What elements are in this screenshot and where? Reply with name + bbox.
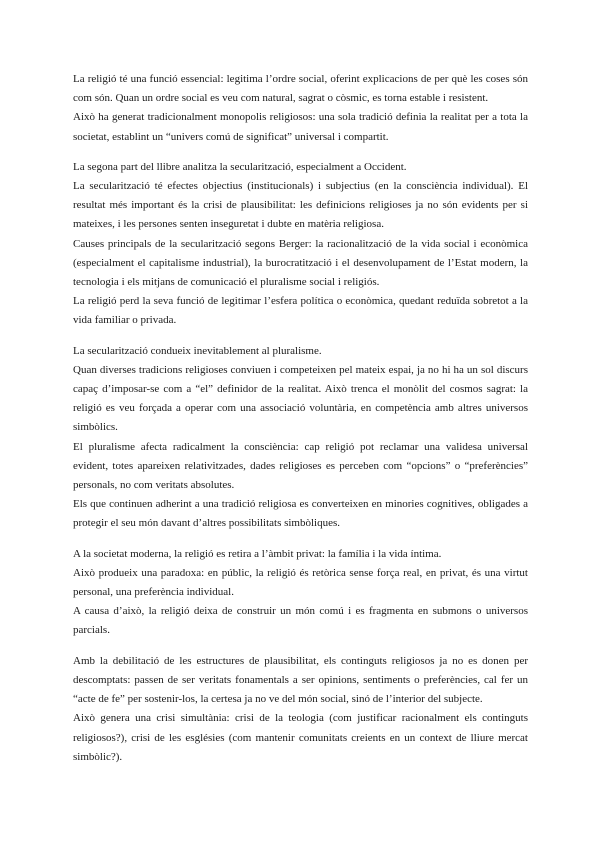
section-pluralism (73, 342, 528, 534)
paragraph: Això produeix una paradoxa: en públic, la religió és retòrica sense força real, en privat, és una virtut personal, una preferència individual. (73, 566, 528, 599)
paragraph: Això ha generat tradicionalment monopolis religiosos: una sola tradició definia la realitat per a tota la societat, establint un “univers comú de significat” universal i compartit. (73, 111, 528, 143)
paragraph: La religió perd la seva funció de legitimar l’esfera política o econòmica, quedant reduïda sobretot a la vida familiar o privada. (73, 295, 528, 327)
paragraph: A causa d’això, la religió deixa de construir un món comú i es fragmenta en submons o universos parcials. (73, 605, 528, 637)
paragraph: Quan diverses tradicions religioses conviuen i competeixen pel mateix espai, ja no hi ha un sol discurs capaç d’imposar-se com a “el” definidor de la realitat. Això trenca el monòlit del cosmos sagrat: la religió es veu forçada a operar com una associació voluntària, en competència amb altres universos simbòlics. (73, 363, 528, 434)
paragraph: La religió té una funció essencial: legitima l’ordre social, oferint explicacions de per què les coses són com són. Quan un ordre social es veu com natural, sagrat o còsmic, es torna estable i resistent. (73, 73, 528, 105)
paragraph: El pluralisme afecta radicalment la consciència: cap religió pot reclamar una validesa universal evident, totes apareixen relativitzades, dades religioses es perceben com “opcions” o “preferències” personals, no com veritats absolutes. (73, 440, 528, 492)
paragraph: La secularització té efectes objectius (institucionals) i subjectius (en la consciència individual). El resultat més important és la crisi de plausibilitat: les definicions religioses ja no són evidents per si mateixes, i les persones senten inseguretat i dubte en matèria religiosa. (73, 180, 528, 231)
paragraph: Els que continuen adherint a una tradició religiosa es converteixen en minories cognitives, obligades a protegir el seu món davant d’altres possibilitats simbòliques. (73, 498, 528, 530)
paragraph: A la societat moderna, la religió es retira a l’àmbit privat: la família i la vida íntima. (73, 547, 442, 560)
section-legitimation (73, 70, 528, 147)
paragraph: La segona part del llibre analitza la secularització, especialment a Occident. (73, 160, 407, 173)
paragraph: Causes principals de la secularització segons Berger: la racionalització de la vida social i econòmica (especialment el capitalisme industrial), la burocratització i el desenvolupament de l’Estat modern, la tecnologia i els mitjans de comunicació el pluralisme social i religiós. (73, 237, 528, 289)
section-privatization (73, 545, 528, 641)
section-secularization (73, 158, 528, 331)
paragraph: La secularització condueix inevitablement al pluralisme. (73, 344, 322, 357)
paragraph: Amb la debilitació de les estructures de plausibilitat, els continguts religiosos ja no es donen per descomptats: passen de ser veritats fonamentals a ser opinions, sentiments o preferències, cal fer un “acte de fe” per sostenir-los, la certesa ja no ve del món social, sinó de l’interior del subjecte. (73, 654, 528, 706)
paragraph: Això genera una crisi simultània: crisi de la teologia (com justificar racionalment els continguts religiosos?), crisi de les esglésies (com mantenir comunitats creients en un context de lliure mercat simbòlic?). (73, 712, 528, 763)
section-plausibility (73, 652, 528, 767)
